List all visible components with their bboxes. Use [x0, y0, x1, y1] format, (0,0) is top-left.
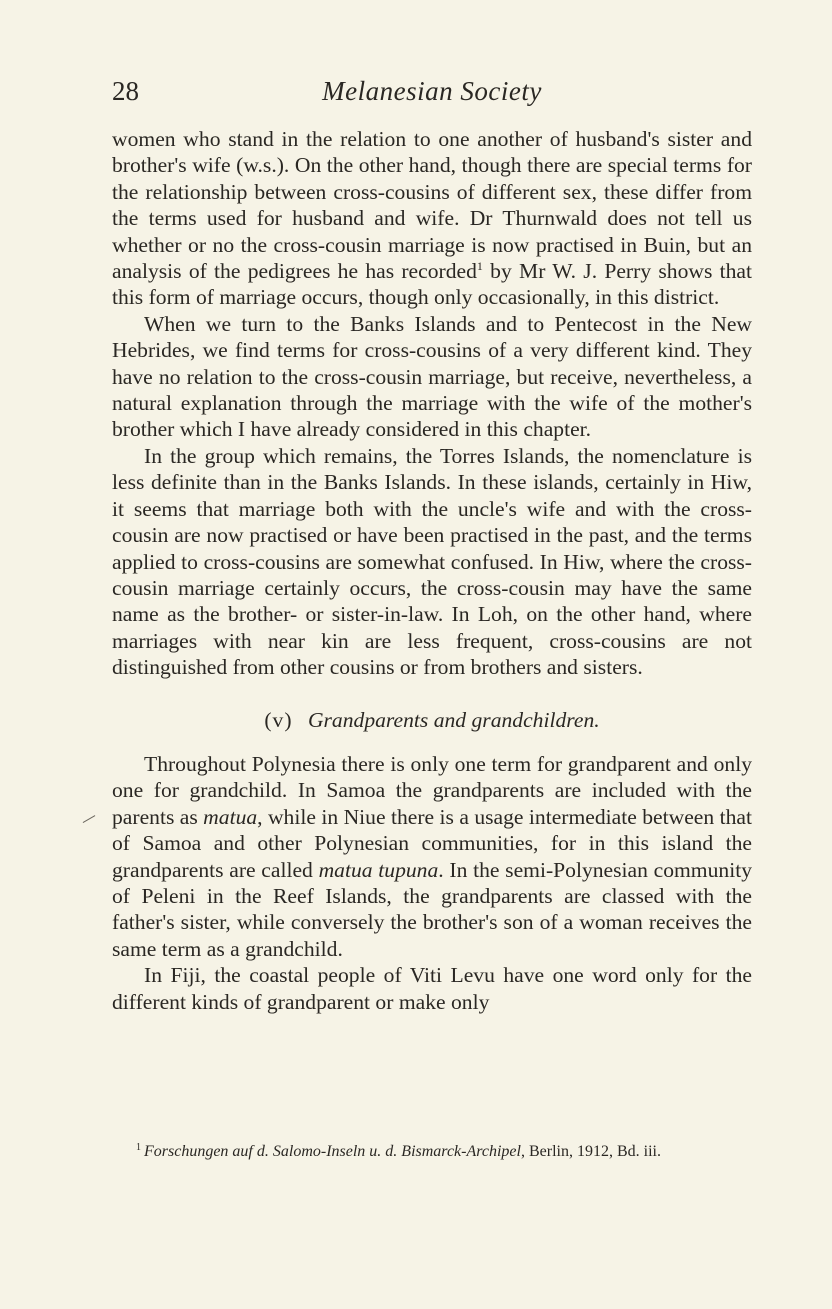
- paragraph-1-text-b: by Mr W. J. Perry shows that this form of marriage occurs, though only occasionally, in this district.: [112, 259, 752, 310]
- body-text: [112, 126, 752, 1015]
- footnote: [112, 1142, 752, 1161]
- paragraph-2: When we turn to the Banks Islands and to Pentecost in the New Hebrides, we find terms for cross-cousins of a very different kind. They have no relation to the cross-cousin marriage, but receive, nevertheless, a natural explanation through the marriage with the wife of the mother's brother which I have already considered in this chapter.: [112, 311, 752, 442]
- term-matua: matua: [203, 804, 258, 829]
- paragraph-4-text-a: Throughout Polynesia there is only one term for grandparent and only one for grandchild. In Samoa the grandparents are included with the parents as: [112, 751, 752, 829]
- section-heading: [112, 707, 752, 733]
- footnote-title: Forschungen auf d. Salomo-Inseln u. d. Bismarck-Archipel: [144, 1143, 521, 1160]
- paragraph-1: [112, 126, 752, 311]
- page-number: 28: [112, 76, 139, 106]
- paragraph-5: In Fiji, the coastal people of Viti Levu have one word only for the different kinds of grandparent or make only: [112, 963, 752, 1014]
- paragraph-3: In the group which remains, the Torres Islands, the nomenclature is less definite than in the Banks Islands. In these islands, certainly in Hiw, it seems that marriage both with the uncle's wife and with the cross-cousin are now practised or have been practised in the past, and the terms applied to cross-cousins are somewhat confused. In Hiw, where the cross-cousin marriage certainly occurs, the cross-cousin may have the same name as the brother- or sister-in-law. In Loh, on the other hand, where marriages with near kin are less frequent, cross-cousins are not distinguished from other cousins or from brothers and sisters.: [112, 443, 752, 680]
- stray-pen-mark: [83, 815, 100, 830]
- paragraph-4-text-c: . In the semi-Polynesian community of Peleni in the Reef Islands, the grandparents are classed with the father's sister, while conversely the brother's son of a woman receives the same term as a grandchild.: [112, 857, 752, 961]
- paragraph-4-text-b: , while in Niue there is a usage intermediate between that of Samoa and other Polynesian communities, for in this island the grandparents are called: [112, 804, 752, 882]
- footnote-mark: 1: [136, 1141, 141, 1153]
- section-number: (v): [264, 707, 293, 732]
- term-matua-tupuna: matua tupuna: [318, 857, 439, 882]
- running-head: Melanesian Society: [322, 76, 542, 106]
- section-title: Grandparents and grandchildren.: [307, 707, 600, 732]
- paragraph-4: [112, 751, 752, 962]
- paragraph-1-text-a: women who stand in the relation to one another of husband's sister and brother's wife (w.s.). On the other hand, though there are special terms for the relationship between cross-cousins of different sex, these differ from the terms used for husband and wife. Dr Thurnwald does not tell us whether or no the cross-cousin marriage is now practised in Buin, but an analysis of the pedigrees he has recorded: [112, 127, 752, 284]
- page-header: [112, 76, 752, 112]
- footnote-reference: 1: [476, 258, 483, 273]
- footnote-rest: , Berlin, 1912, Bd. iii.: [520, 1143, 661, 1160]
